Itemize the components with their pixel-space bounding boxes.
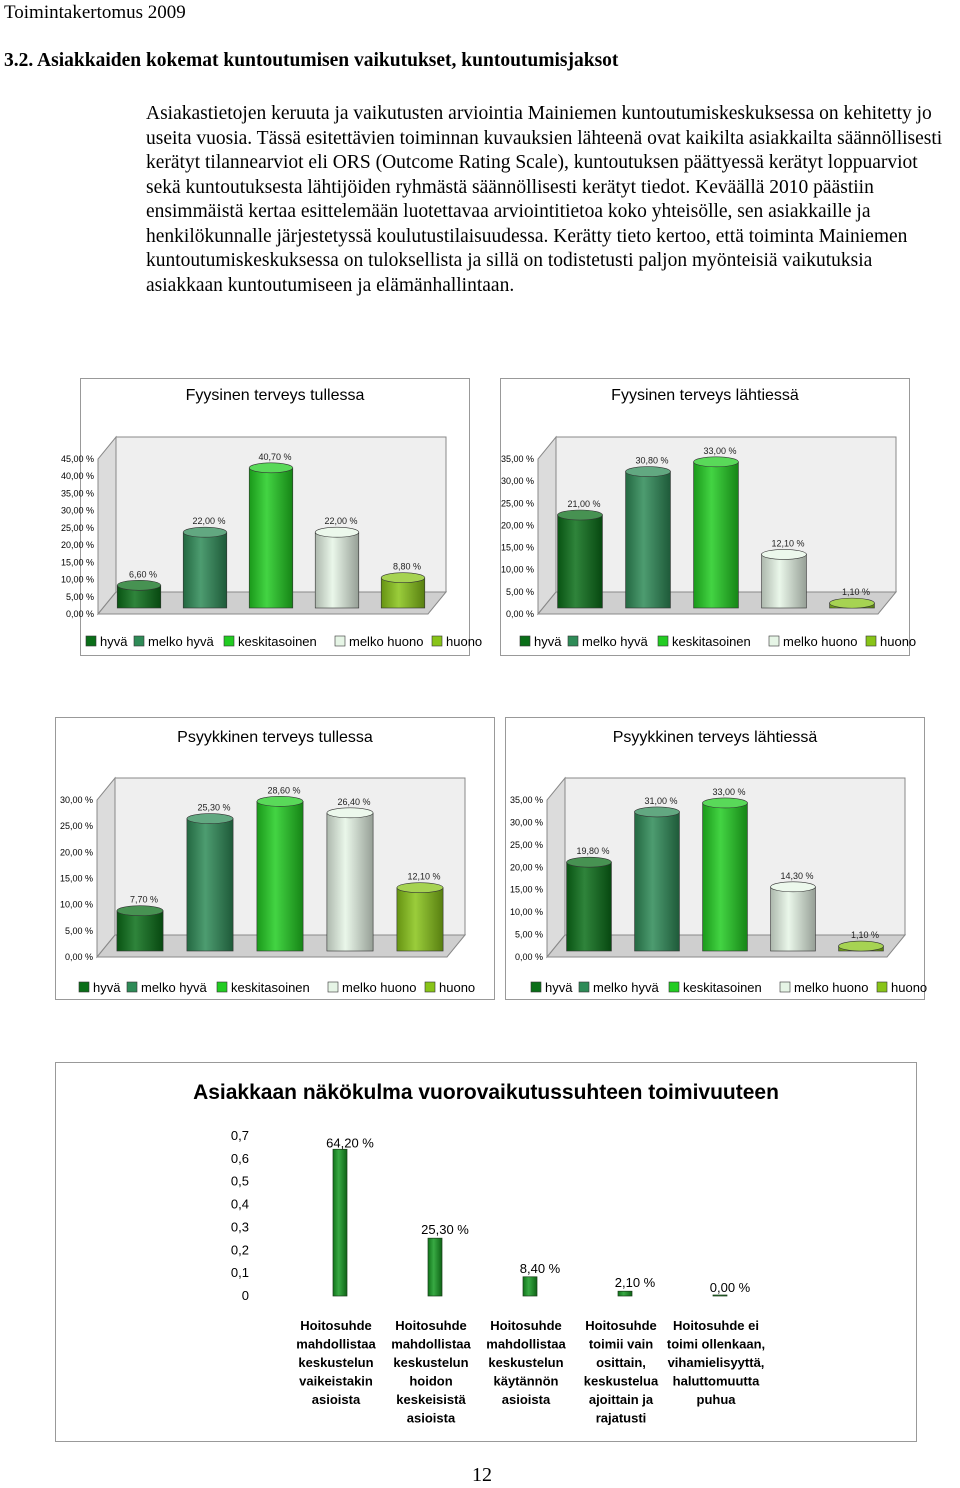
bar-top — [694, 457, 739, 467]
bar-melko hyvä — [635, 812, 680, 951]
y-tick-label: 25,00 % — [500, 498, 534, 509]
category-line: osittain, — [596, 1355, 646, 1370]
bar-melko hyvä — [187, 819, 233, 951]
data-label: 28,60 % — [267, 785, 301, 796]
y-tick-label: 10,00 % — [509, 907, 543, 918]
y-tick-label: 0,7 — [230, 1128, 249, 1143]
chart-side-wall — [97, 778, 115, 957]
data-label: 64,20 % — [326, 1135, 374, 1151]
category-line: vihamielisyyttä, — [667, 1355, 765, 1370]
y-tick-label: 10,00 % — [60, 574, 94, 585]
category-line: käytännön — [493, 1373, 559, 1389]
legend-swatch — [425, 982, 435, 992]
y-tick-label: 0,1 — [230, 1265, 249, 1281]
y-tick-label: 30,00 % — [509, 817, 543, 828]
bar-keskitasoinen — [703, 803, 748, 951]
category-line: asioista — [311, 1392, 361, 1407]
y-tick-label: 5,00 % — [505, 586, 534, 597]
y-tick-label: 35,00 % — [500, 454, 534, 464]
y-tick-label: 20,00 % — [509, 862, 543, 873]
legend-label: huono — [439, 980, 476, 995]
data-label: 22,00 % — [324, 516, 358, 527]
y-tick-label: 0,5 — [230, 1173, 249, 1189]
bar-hyvä — [117, 911, 163, 951]
y-tick-label: 0,00 % — [65, 609, 94, 619]
y-tick-label: 25,00 % — [509, 839, 543, 850]
legend-swatch — [579, 982, 589, 992]
y-tick-label: 20,00 % — [500, 520, 534, 531]
category-line: toimii vain — [588, 1336, 654, 1352]
y-tick-label: 30,00 % — [500, 476, 534, 487]
category-line: vaikeistakin — [299, 1373, 373, 1389]
legend-label: hyvä — [534, 634, 562, 649]
bar-hyvä — [567, 862, 612, 951]
legend-swatch — [432, 636, 442, 646]
bar-melko huono — [762, 554, 807, 608]
y-tick-label: 0,6 — [230, 1150, 249, 1166]
page-header: Toimintakertomus 2009 — [4, 2, 186, 23]
category-line: mahdollistaa — [486, 1336, 566, 1352]
legend-label: melko hyvä — [141, 980, 207, 995]
y-tick-label: 0,00 % — [64, 952, 93, 962]
data-label: 14,30 % — [780, 870, 814, 881]
category-line: Hoitosuhde — [300, 1318, 372, 1333]
bar-melko hyvä — [626, 472, 671, 608]
legend-swatch — [658, 636, 668, 646]
legend-swatch — [217, 982, 227, 992]
y-tick-label: 25,00 % — [60, 522, 94, 533]
y-tick-label: 5,00 % — [64, 925, 93, 936]
bar — [618, 1291, 632, 1296]
data-label: 33,00 % — [703, 445, 737, 456]
bar-melko huono — [315, 532, 359, 608]
data-label: 40,70 % — [258, 451, 292, 462]
legend-label: melko hyvä — [148, 634, 214, 649]
data-label: 2,10 % — [614, 1275, 656, 1291]
legend-swatch — [328, 982, 338, 992]
data-label: 6,60 % — [128, 569, 158, 580]
bar-top — [117, 580, 161, 590]
legend-swatch — [134, 636, 144, 646]
category-line: asioista — [406, 1410, 456, 1426]
legend-label: keskitasoinen — [672, 634, 751, 649]
legend-swatch — [531, 982, 541, 992]
bar-top — [830, 598, 875, 608]
legend-swatch — [335, 636, 345, 646]
chart-fyysinen-tullessa — [60, 378, 483, 656]
data-label: 8,40 % — [519, 1260, 561, 1276]
y-tick-label: 0,4 — [230, 1196, 249, 1212]
bar-top — [397, 883, 443, 893]
category-line: hoidon — [409, 1373, 453, 1389]
legend-label: melko huono — [783, 634, 858, 649]
category-line: Hoitosuhde — [395, 1318, 467, 1333]
data-label: 19,80 % — [576, 846, 610, 857]
chart-title: Fyysinen terveys lähtiessä — [611, 387, 799, 404]
data-label: 26,40 % — [337, 796, 371, 807]
data-label: 25,30 % — [421, 1222, 469, 1238]
chart-psyykkinen-tullessa — [55, 717, 495, 1000]
bar-top — [381, 573, 425, 583]
legend-swatch — [79, 982, 89, 992]
data-label: 22,00 % — [192, 516, 226, 527]
bar-top — [762, 549, 807, 559]
bar — [523, 1277, 537, 1296]
chart-psyykkinen-lahtiessa — [505, 717, 928, 1000]
y-tick-label: 10,00 % — [59, 899, 93, 910]
bar-top — [315, 527, 359, 537]
legend-swatch — [669, 982, 679, 992]
bar-top — [327, 808, 373, 818]
category-line: keskeisistä — [396, 1392, 466, 1407]
legend-label: huono — [880, 634, 917, 649]
y-tick-label: 30,00 % — [60, 505, 94, 516]
y-tick-label: 0,2 — [230, 1242, 249, 1258]
data-label: 30,80 % — [635, 455, 669, 466]
data-label: 1,10 % — [850, 930, 880, 941]
chart-title: Asiakkaan näkökulma vuorovaikutussuhteen toimivuuteen — [193, 1081, 779, 1104]
y-tick-label: 20,00 % — [59, 847, 93, 858]
legend-label: huono — [446, 634, 483, 649]
legend-swatch — [520, 636, 530, 646]
y-tick-label: 0 — [241, 1288, 249, 1303]
y-tick-label: 30,00 % — [59, 795, 93, 805]
bar — [428, 1238, 442, 1296]
bar-top — [839, 941, 884, 951]
bar-top — [626, 467, 671, 477]
legend-swatch — [780, 982, 790, 992]
chart-frame — [56, 1063, 917, 1442]
chart-side-wall — [98, 437, 116, 614]
category-line: rajatusti — [595, 1410, 647, 1426]
category-line: keskustelun — [393, 1355, 469, 1370]
bar-top — [249, 463, 293, 473]
y-tick-label: 45,00 % — [60, 454, 94, 464]
y-tick-label: 0,3 — [230, 1219, 249, 1235]
bar-hyvä — [558, 515, 603, 608]
bar — [713, 1295, 727, 1296]
bar-keskitasoinen — [694, 462, 739, 608]
bar-top — [257, 796, 303, 806]
bar-top — [635, 807, 680, 817]
category-line: Hoitosuhde — [585, 1318, 657, 1333]
data-label: 1,10 % — [841, 587, 871, 598]
data-label: 21,00 % — [567, 499, 601, 509]
section-title: 3.2. Asiakkaiden kokemat kuntoutumisen vaikutukset, kuntoutumisjaksot — [4, 50, 619, 71]
bar — [333, 1149, 347, 1296]
chart-title: Psyykkinen terveys lähtiessä — [612, 729, 818, 746]
bar-top — [771, 882, 816, 892]
data-label: 31,00 % — [644, 795, 678, 806]
category-line: Hoitosuhde ei — [673, 1318, 759, 1333]
chart-title: Psyykkinen terveys tullessa — [177, 729, 373, 746]
legend-label: melko huono — [349, 634, 424, 649]
category-line: ajoittain ja — [588, 1392, 654, 1407]
data-label: 12,10 % — [407, 871, 441, 882]
chart-vuorovaikutus — [55, 1062, 917, 1442]
y-tick-label: 15,00 % — [509, 884, 543, 895]
legend-label: hyvä — [100, 634, 128, 649]
category-line: Hoitosuhde — [490, 1318, 562, 1333]
legend-label: keskitasoinen — [231, 980, 310, 995]
data-label: 33,00 % — [712, 786, 746, 797]
category-line: puhua — [696, 1392, 736, 1407]
legend-label: melko huono — [794, 980, 869, 995]
y-tick-label: 35,00 % — [509, 795, 543, 805]
category-line: mahdollistaa — [296, 1336, 376, 1352]
data-label: 8,80 % — [392, 561, 422, 572]
legend-label: keskitasoinen — [683, 980, 762, 995]
bar-keskitasoinen — [257, 801, 303, 951]
legend-label: huono — [891, 980, 928, 995]
bar-huono — [397, 888, 443, 951]
page-number: 12 — [472, 1464, 492, 1486]
category-line: keskustelun — [488, 1355, 564, 1370]
y-tick-label: 25,00 % — [59, 821, 93, 832]
legend-swatch — [568, 636, 578, 646]
data-label: 25,30 % — [197, 802, 231, 813]
y-tick-label: 20,00 % — [60, 540, 94, 551]
data-label: 7,70 % — [129, 894, 159, 905]
y-tick-label: 15,00 % — [59, 873, 93, 884]
bar-top — [117, 906, 163, 916]
legend-swatch — [769, 636, 779, 646]
legend-label: melko huono — [342, 980, 417, 995]
y-tick-label: 0,00 % — [505, 609, 534, 619]
data-label: 12,10 % — [771, 538, 805, 549]
chart-side-wall — [547, 778, 565, 957]
y-tick-label: 0,00 % — [514, 952, 543, 962]
legend-label: melko hyvä — [593, 980, 659, 995]
category-line: haluttomuutta — [672, 1373, 760, 1389]
legend-swatch — [127, 982, 137, 992]
legend-swatch — [224, 636, 234, 646]
data-label: 0,00 % — [709, 1280, 751, 1295]
category-line: keskustelun — [298, 1355, 374, 1370]
body-paragraph: Asiakastietojen keruuta ja vaikutusten arviointia Mainiemen kuntoutumiskeskuksessa on kehitetty jo useita vuosia. Tässä esitettävien toiminnan kuvauksien lähteenä ovat kaikilta asiakkailta säännöllisesti kerätyt tilannearviot eli ORS (Outcome Rating Scale), kuntoutuksen päättyessä kerätyt loppuarviot sekä kuntoutuksesta lähtijöiden ryhmästä säännöllisesti kerätyt tiedot. Keväällä 2010 päästiin ensimmäistä kertaa esittelemään luotettavaa arviointitietoa koko yhteisölle, sen asiakkaille ja henkilökunnalle järjestetyssä koulutustilaisuudessa. Kerätty tieto kertoo, että toiminta Mainiemen kuntoutumiskeskuksessa on tuloksellista ja sillä on todistetusti paljon myönteisiä vaikutuksia asiakkaan kuntoutumiseen ja elämänhallintaan. — [146, 103, 943, 296]
legend-label: hyvä — [93, 980, 121, 995]
category-line: asioista — [501, 1392, 551, 1407]
legend-swatch — [86, 636, 96, 646]
legend-swatch — [866, 636, 876, 646]
y-tick-label: 10,00 % — [500, 564, 534, 575]
bar-keskitasoinen — [249, 468, 293, 608]
y-tick-label: 5,00 % — [65, 591, 94, 602]
category-line: keskustelua — [583, 1373, 659, 1389]
bar-melko huono — [771, 887, 816, 951]
bar-top — [558, 510, 603, 520]
legend-label: keskitasoinen — [238, 634, 317, 649]
category-line: toimi ollenkaan, — [666, 1336, 766, 1352]
legend-label: hyvä — [545, 980, 573, 995]
legend-swatch — [877, 982, 887, 992]
bar-top — [703, 798, 748, 808]
y-tick-label: 15,00 % — [500, 542, 534, 553]
y-tick-label: 5,00 % — [514, 929, 543, 940]
legend-label: melko hyvä — [582, 634, 648, 649]
chart-side-wall — [538, 437, 556, 614]
y-tick-label: 15,00 % — [60, 557, 94, 568]
chart-fyysinen-lahtiessa — [500, 378, 917, 656]
y-tick-label: 40,00 % — [60, 471, 94, 482]
bar-top — [567, 857, 612, 867]
bar-melko huono — [327, 813, 373, 951]
bar-top — [183, 527, 227, 537]
bar-melko hyvä — [183, 532, 227, 608]
category-line: mahdollistaa — [391, 1336, 471, 1352]
chart-title: Fyysinen terveys tullessa — [185, 387, 365, 404]
y-tick-label: 35,00 % — [60, 488, 94, 499]
bar-top — [187, 814, 233, 824]
